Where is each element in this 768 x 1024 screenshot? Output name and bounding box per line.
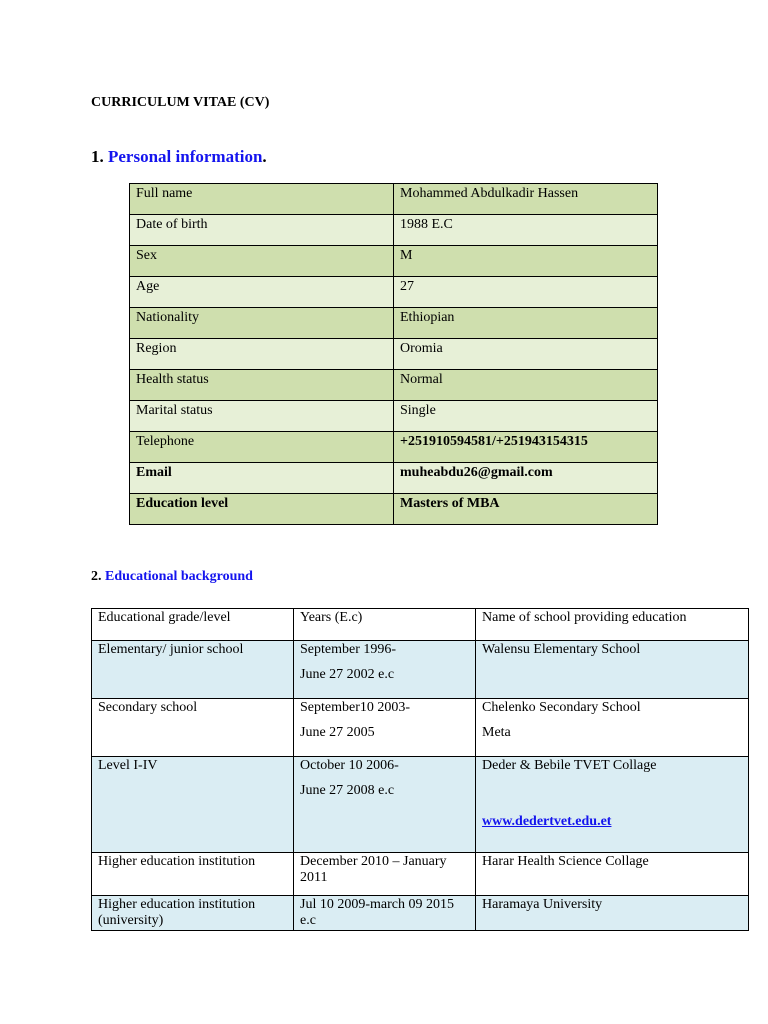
education-school: Haramaya University xyxy=(476,896,749,931)
field-value: Normal xyxy=(394,370,658,401)
section-2-title: Educational background xyxy=(105,569,253,584)
column-header: Name of school providing education xyxy=(476,609,749,641)
document-title: CURRICULUM VITAE (CV) xyxy=(91,95,270,110)
education-years xyxy=(294,641,476,699)
field-label: Age xyxy=(130,277,394,308)
school-location: Meta xyxy=(482,725,511,740)
education-table xyxy=(91,608,749,931)
table-row xyxy=(92,699,749,757)
education-level: Elementary/ junior school xyxy=(92,641,294,699)
education-school xyxy=(476,699,749,757)
field-label: Telephone xyxy=(130,432,394,463)
field-value: 1988 E.C xyxy=(394,215,658,246)
table-header-row xyxy=(92,609,749,641)
section-1-number: 1. xyxy=(91,147,104,166)
field-label: Email xyxy=(130,463,394,494)
section-1-heading xyxy=(91,147,267,167)
education-years xyxy=(294,699,476,757)
years-start: September 1996- xyxy=(300,642,397,657)
table-row xyxy=(130,339,658,370)
personal-info-table xyxy=(129,183,658,525)
table-row xyxy=(130,184,658,215)
section-2-number: 2. xyxy=(91,569,102,584)
years-start: September10 2003- xyxy=(300,700,411,715)
table-row xyxy=(130,215,658,246)
table-row xyxy=(130,432,658,463)
field-value: 27 xyxy=(394,277,658,308)
table-row xyxy=(130,246,658,277)
column-header: Years (E.c) xyxy=(294,609,476,641)
education-years xyxy=(294,757,476,853)
school-name: Deder & Bebile TVET Collage xyxy=(482,758,657,773)
table-row xyxy=(130,463,658,494)
field-value: Oromia xyxy=(394,339,658,370)
table-row xyxy=(130,277,658,308)
field-label: Marital status xyxy=(130,401,394,432)
table-row xyxy=(130,308,658,339)
school-website-link[interactable]: www.dedertvet.edu.et xyxy=(482,814,612,829)
field-label: Date of birth xyxy=(130,215,394,246)
field-value: Masters of MBA xyxy=(394,494,658,525)
field-value: Ethiopian xyxy=(394,308,658,339)
table-row xyxy=(130,401,658,432)
years-end: June 27 2002 e.c xyxy=(300,667,395,682)
table-row xyxy=(130,494,658,525)
table-row xyxy=(92,896,749,931)
years-end: June 27 2005 xyxy=(300,725,375,740)
field-label: Education level xyxy=(130,494,394,525)
column-header: Educational grade/level xyxy=(92,609,294,641)
field-value: muheabdu26@gmail.com xyxy=(394,463,658,494)
field-value: M xyxy=(394,246,658,277)
table-row xyxy=(92,853,749,896)
field-value: Mohammed Abdulkadir Hassen xyxy=(394,184,658,215)
education-school: Walensu Elementary School xyxy=(476,641,749,699)
education-years: December 2010 – January 2011 xyxy=(294,853,476,896)
field-value: +251910594581/+251943154315 xyxy=(394,432,658,463)
field-label: Sex xyxy=(130,246,394,277)
field-label: Region xyxy=(130,339,394,370)
section-1-title: Personal information xyxy=(108,147,263,166)
education-years: Jul 10 2009-march 09 2015 e.c xyxy=(294,896,476,931)
section-1-suffix: . xyxy=(262,147,267,166)
table-row xyxy=(130,370,658,401)
table-row xyxy=(92,757,749,853)
education-level: Level I-IV xyxy=(92,757,294,853)
field-value: Single xyxy=(394,401,658,432)
education-school: Harar Health Science Collage xyxy=(476,853,749,896)
field-label: Nationality xyxy=(130,308,394,339)
years-end: June 27 2008 e.c xyxy=(300,783,395,798)
education-level: Higher education institution xyxy=(92,853,294,896)
section-2-heading xyxy=(91,569,253,585)
education-level: Higher education institution (university) xyxy=(92,896,294,931)
school-name: Chelenko Secondary School xyxy=(482,700,641,715)
table-row xyxy=(92,641,749,699)
years-start: October 10 2006- xyxy=(300,758,399,773)
field-label: Health status xyxy=(130,370,394,401)
field-label: Full name xyxy=(130,184,394,215)
education-level: Secondary school xyxy=(92,699,294,757)
education-school xyxy=(476,757,749,853)
